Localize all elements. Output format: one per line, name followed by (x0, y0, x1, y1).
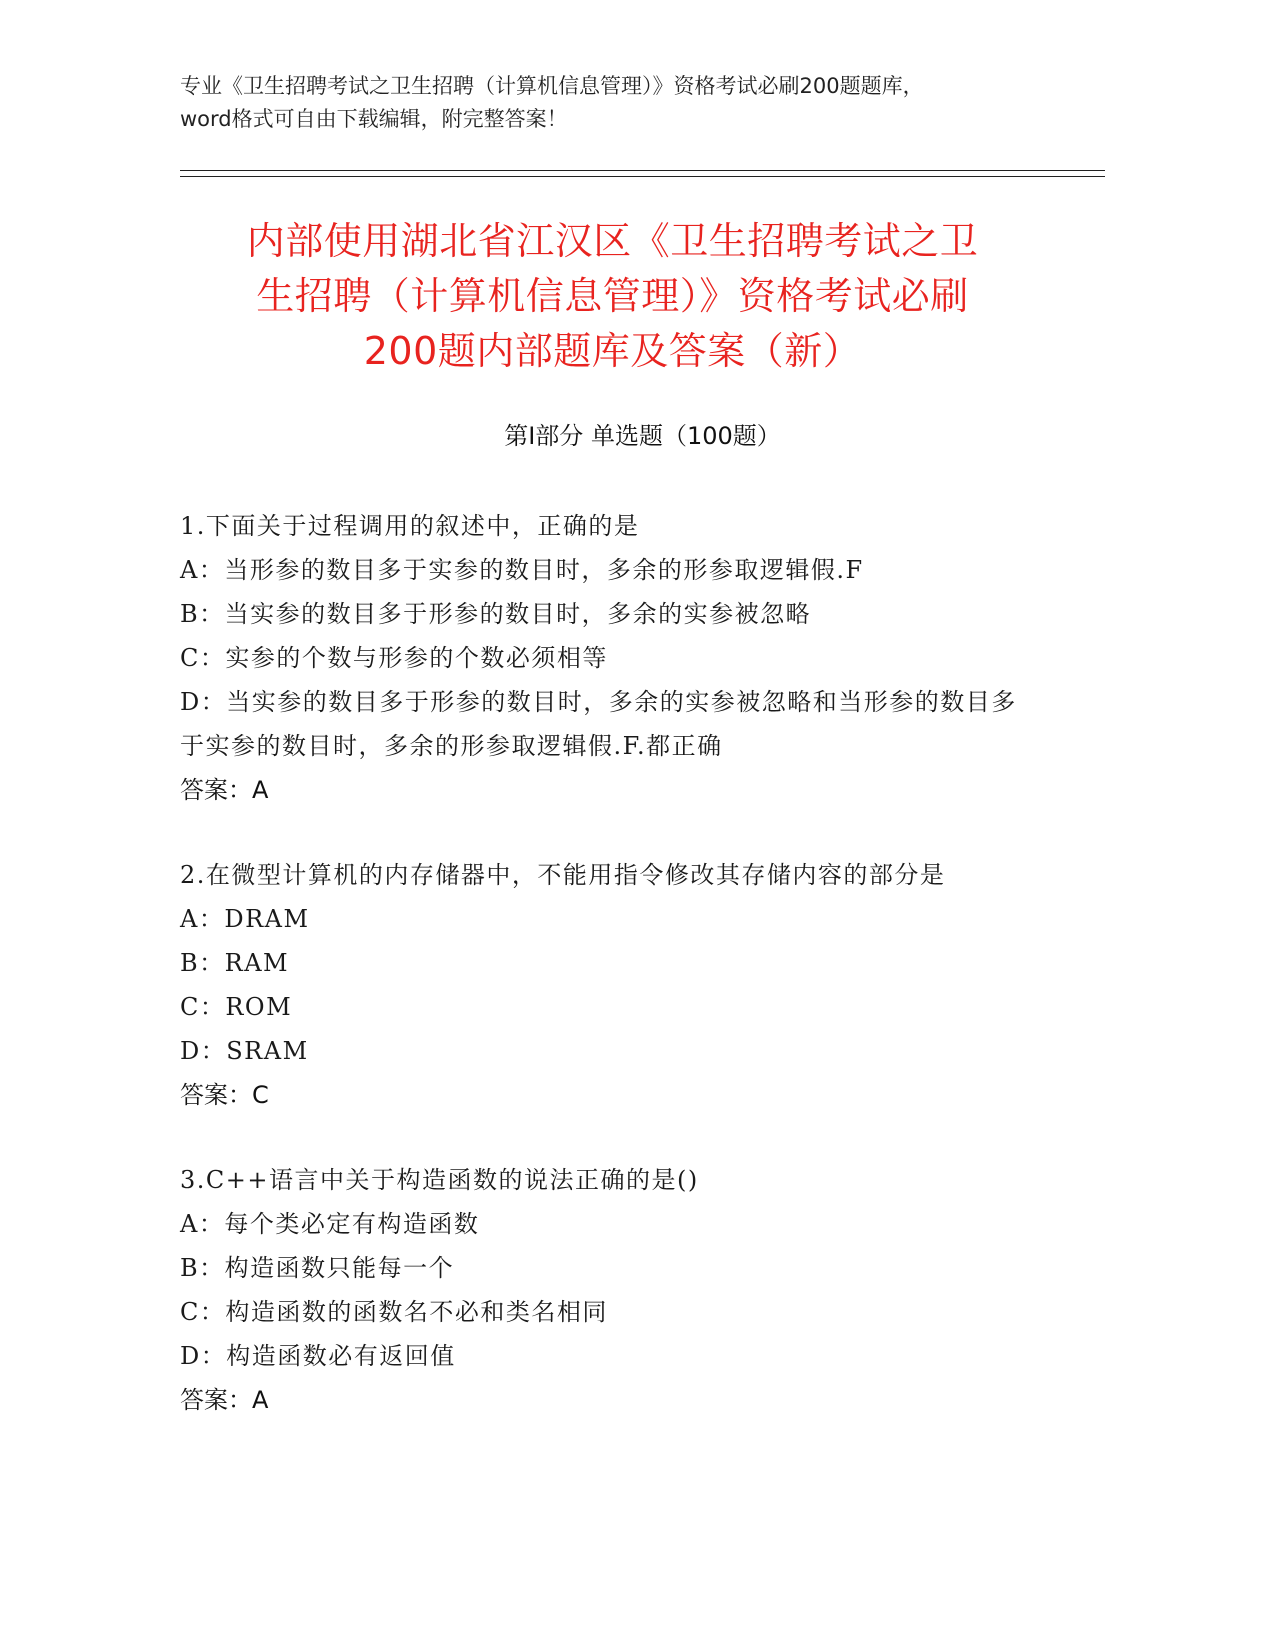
section-title: 第Ⅰ部分 单选题（100题） (504, 422, 781, 450)
question-2 (180, 853, 1040, 1117)
answer: 答案：A (180, 776, 269, 804)
option-d: D：当实参的数目多于形参的数目时，多余的实参被忽略和当形参的数目多于实参的数目时，多余的形参取逻辑假.F.都正确 (180, 688, 1017, 760)
question-3 (180, 1158, 1040, 1422)
answer: 答案：A (180, 1386, 269, 1414)
question-stem: 2.在微型计算机的内存储器中，不能用指令修改其存储内容的部分是 (180, 861, 946, 889)
option-d: D：SRAM (180, 1037, 309, 1065)
document-title-line-1: 内部使用湖北省江汉区《卫生招聘考试之卫 (246, 219, 979, 263)
question-stem: 3.C++语言中关于构造函数的说法正确的是() (180, 1166, 699, 1194)
header-note-line-2: word格式可自由下载编辑，附完整答案！ (180, 107, 568, 131)
option-a: A：每个类必定有构造函数 (180, 1210, 480, 1238)
option-c: C：构造函数的函数名不必和类名相同 (180, 1298, 608, 1326)
option-c: C：实参的个数与形参的个数必须相等 (180, 644, 608, 672)
option-a: A：当形参的数目多于实参的数目时，多余的形参取逻辑假.F (180, 556, 864, 584)
document-title (150, 214, 1075, 379)
document-title-line-2: 生招聘（计算机信息管理）》资格考试必刷 (256, 274, 969, 318)
document-title-line-3: 200题内部题库及答案（新） (363, 329, 862, 373)
header-note-line-1: 专业《卫生招聘考试之卫生招聘（计算机信息管理）》资格考试必刷200题题库， (180, 74, 924, 98)
option-b: B：RAM (180, 949, 290, 977)
question-list (180, 504, 1040, 1463)
header-note (180, 70, 1100, 136)
option-a: A：DRAM (180, 905, 310, 933)
option-d: D：构造函数必有返回值 (180, 1342, 456, 1370)
header-divider-bottom (180, 176, 1105, 177)
question-1 (180, 504, 1040, 812)
question-stem: 1.下面关于过程调用的叙述中，正确的是 (180, 512, 640, 540)
option-b: B：构造函数只能每一个 (180, 1254, 455, 1282)
option-c: C：ROM (180, 993, 293, 1021)
header-divider-top (180, 170, 1105, 171)
answer: 答案：C (180, 1081, 269, 1109)
option-b: B：当实参的数目多于形参的数目时，多余的实参被忽略 (180, 600, 812, 628)
